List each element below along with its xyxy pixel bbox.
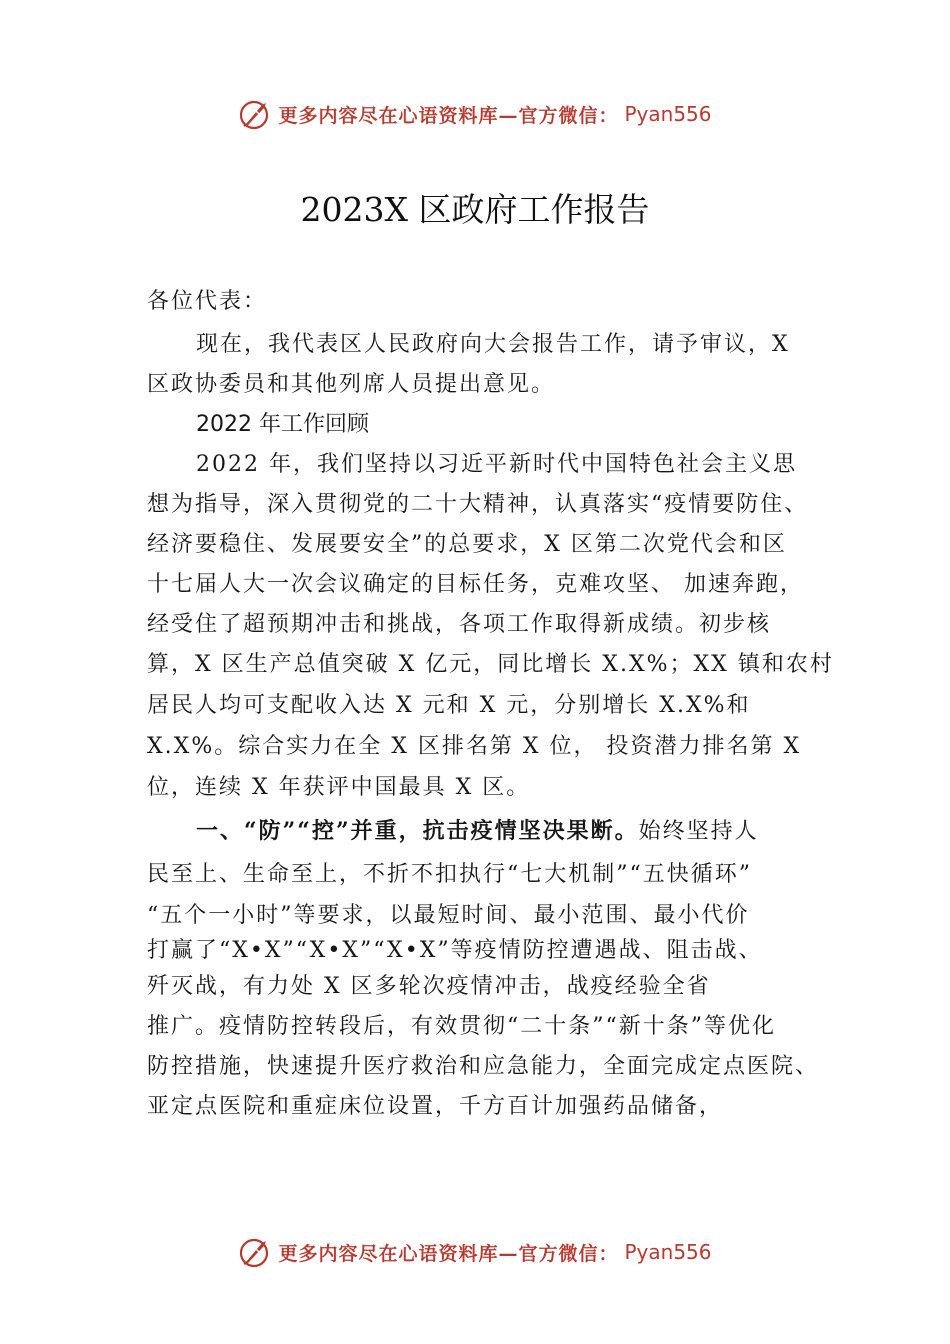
paragraph-line: X.X%。综合实力在全 X 区排名第 X 位， 投资潜力排名第 X [147,734,802,759]
paragraph-line: 十七届人大一次会议确定的目标任务，克难攻坚、 加速奔跑， [147,572,804,597]
paragraph-line: 打赢了“X•X”“X•X”“X•X”等疫情防控遭遇战、阻击战、 [147,938,763,963]
paragraph-line: 居民人均可支配收入达 X 元和 X 元，分别增长 X.X%和 [147,693,751,718]
quill-pen-logo-icon [238,1235,272,1269]
paragraph-line: 现在，我代表区人民政府向大会报告工作，请予审议，X [196,332,790,357]
document-title: 2023X 区政府工作报告 [300,190,650,229]
section-heading: 2022 年工作回顾 [196,412,369,437]
section-one-heading: 一、“防”“控”并重，抗击疫情坚决果断。 [196,818,639,844]
paragraph-line: 2022 年，我们坚持以习近平新时代中国特色社会主义思 [196,452,797,477]
section-one-line [196,814,759,845]
paragraph-line: 歼灭战，有力处 X 区多轮次疫情冲击，战疫经验全省 [147,974,711,999]
paragraph-line: 推广。疫情防控转段后，有效贯彻“二十条”“新十条”等优化 [147,1014,776,1039]
paragraph-line: “五个一小时”等要求，以最短时间、最小范围、最小代价 [147,903,750,928]
paragraph-line: 防控措施，快速提升医疗救治和应急能力，全面完成定点医院、 [147,1054,820,1079]
paragraph-line: 区政协委员和其他列席人员提出意见。 [147,372,556,397]
paragraph-line: 位，连续 X 年获评中国最具 X 区。 [147,775,531,800]
watermark-text: 更多内容尽在心语资料库—官方微信： [278,104,619,127]
watermark-banner-bottom [0,1232,950,1272]
greeting: 各位代表： [147,289,268,314]
quill-pen-logo-icon [238,97,272,131]
watermark-wechat-id: Pyan556 [624,1240,712,1264]
watermark-banner-top [0,94,950,134]
paragraph-line: 想为指导，深入贯彻党的二十大精神，认真落实“疫情要防住、 [147,492,809,517]
watermark-wechat-id: Pyan556 [624,102,712,126]
paragraph-line: 算，X 区生产总值突破 X 亿元，同比增长 X.X%；XX 镇和农村 [147,652,834,677]
paragraph-line: 经受住了超预期冲击和挑战，各项工作取得新成绩。初步核 [147,612,772,637]
paragraph-line: 民至上、生命至上，不折不扣执行“七大机制”“五快循环” [147,862,752,887]
section-one-text: 始终坚持人 [638,819,759,844]
paragraph-line: 经济要稳住、发展要安全”的总要求，X 区第二次党代会和区 [147,532,787,557]
watermark-text: 更多内容尽在心语资料库—官方微信： [278,1242,619,1265]
paragraph-line: 亚定点医院和重症床位设置，千方百计加强药品储备， [147,1094,724,1119]
